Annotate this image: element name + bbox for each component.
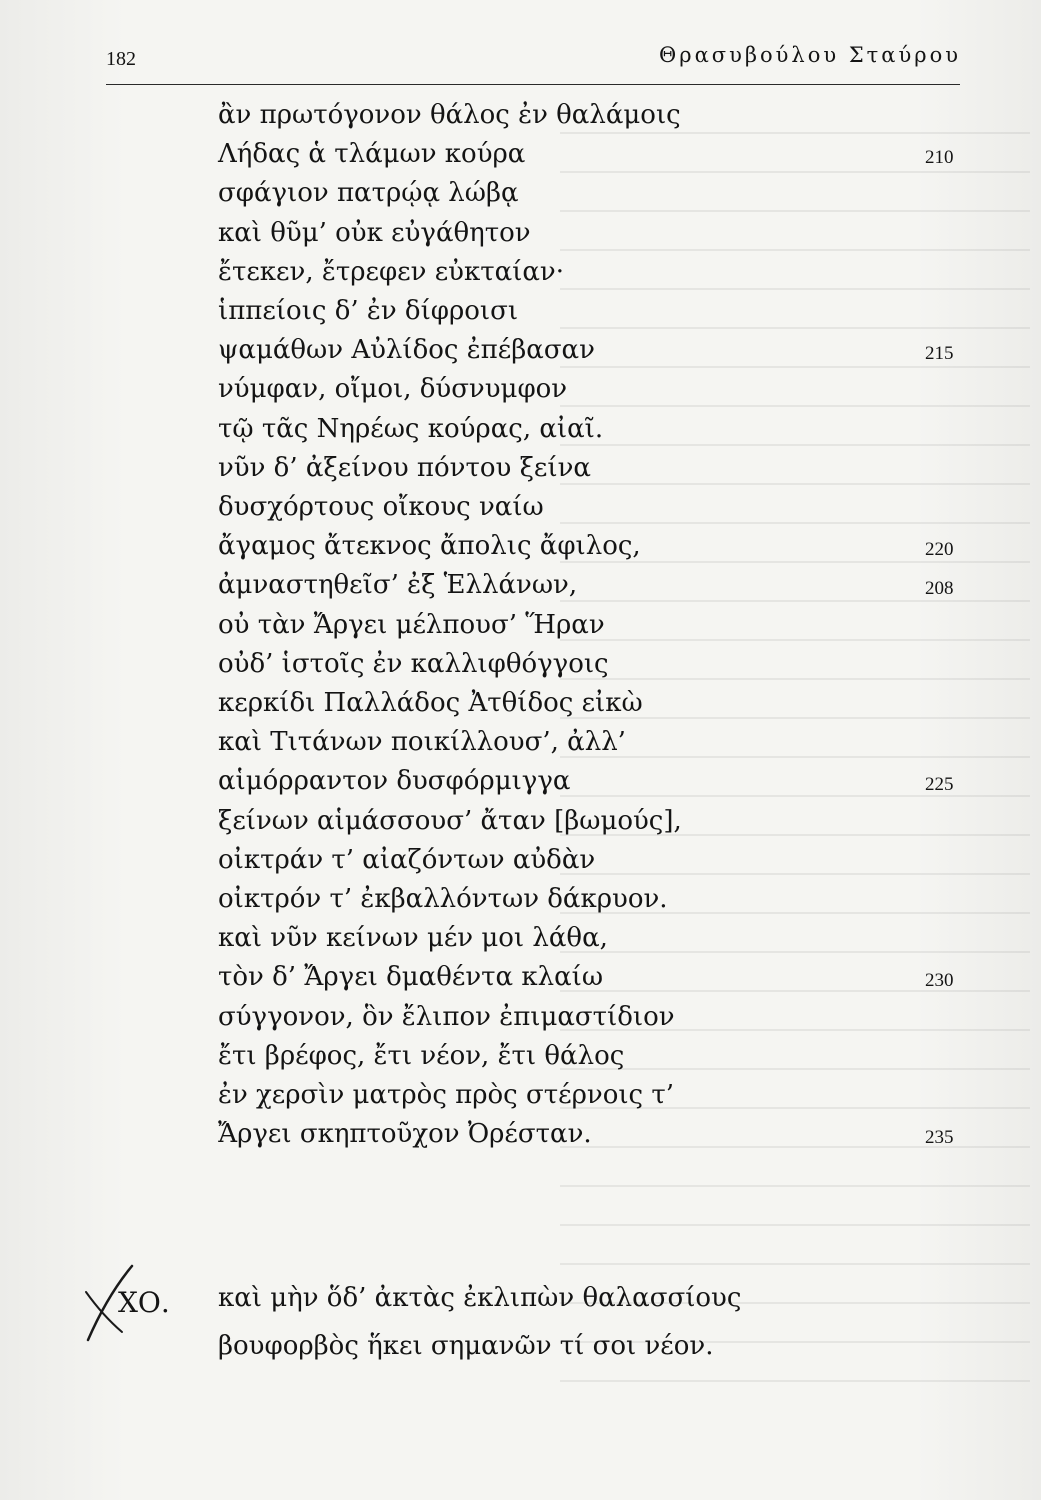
verse-line: σφάγιον πατρῴᾳ λώβᾳ xyxy=(218,178,519,209)
verse-line: νύμφαν, οἴμοι, δύσνυμφον xyxy=(218,374,568,405)
line-number: 210 xyxy=(925,147,954,169)
verse-line: καὶ Τιτάνων ποικίλλουσ’, ἀλλ’ xyxy=(218,727,626,758)
verse-line: τῷ τᾶς Νηρέως κούρας, αἰαῖ. xyxy=(218,413,604,444)
verse-line: οὐδ’ ἱστοῖς ἐν καλλιφθόγγοις xyxy=(218,648,609,679)
verse-line: καὶ νῦν κείνων μέν μοι λάθα, xyxy=(218,923,608,954)
line-number: 220 xyxy=(925,539,954,561)
verse-line: καὶ θῦμ’ οὐκ εὐγάθητον xyxy=(218,217,531,248)
line-number: 235 xyxy=(925,1127,954,1149)
show-through-text xyxy=(560,110,1030,1400)
running-head: Θρασυβούλου Σταύρου xyxy=(659,43,961,67)
verse-line: ἂν πρωτόγονον θάλος ἐν θαλάμοις xyxy=(218,100,681,130)
verse-line: οἰκτρόν τ’ ἐκβαλλόντων δάκρυον. xyxy=(218,884,668,914)
verse-line: σύγγονον, ὃν ἔλιπον ἐπιμαστίδιον xyxy=(218,1001,675,1032)
verse-line: κερκίδι Παλλάδος Ἀτθίδος εἰκὼ xyxy=(218,688,643,718)
verse-line: καὶ μὴν ὅδ’ ἀκτὰς ἐκλιπὼν θαλασσίους xyxy=(218,1283,742,1313)
header-rule xyxy=(106,84,960,85)
verse-line: τὸν δ’ Ἄργει δμαθέντα κλαίω xyxy=(218,962,604,993)
verse-line: ἀμναστηθεῖσ’ ἐξ Ἑλλάνων, xyxy=(218,570,578,601)
verse-line: Λήδας ἁ τλάμων κούρα xyxy=(218,139,526,170)
verse-line: βουφορβὸς ἥκει σημανῶν τί σοι νέον. xyxy=(218,1331,714,1361)
verse-line: ἱππείοις δ’ ἐν δίφροισι xyxy=(218,296,519,326)
line-number: 225 xyxy=(925,774,954,796)
line-number: 215 xyxy=(925,343,954,365)
line-number: 230 xyxy=(925,970,954,992)
verse-line: ἔτεκεν, ἔτρεφεν εὐκταίαν· xyxy=(218,256,564,287)
verse-line: Ἄργει σκηπτοῦχον Ὀρέσταν. xyxy=(218,1119,592,1150)
page-number: 182 xyxy=(106,48,136,70)
speaker-label: ΧΟ. xyxy=(118,1286,170,1319)
verse-line: ἐν χερσὶν ματρὸς πρὸς στέρνοις τ’ xyxy=(218,1080,675,1110)
verse-line: νῦν δ’ ἀξείνου πόντου ξείνα xyxy=(218,452,591,483)
verse-line: οἰκτράν τ’ αἰαζόντων αὐδὰν xyxy=(218,844,596,875)
verse-line: ξείνων αἱμάσσουσ’ ἄταν [βωμούς], xyxy=(218,805,682,836)
verse-line: οὐ τὰν Ἄργει μέλπουσ’ Ἥραν xyxy=(218,609,605,640)
verse-line: ψαμάθων Αὐλίδος ἐπέβασαν xyxy=(218,335,595,366)
verse-line: ἄγαμος ἄτεκνος ἄπολις ἄφιλος, xyxy=(218,531,641,562)
verse-line: ἔτι βρέφος, ἔτι νέον, ἔτι θάλος xyxy=(218,1040,625,1071)
verse-line: αἱμόρραντον δυσφόρμιγγα xyxy=(218,766,571,797)
line-number: 208 xyxy=(925,578,954,600)
verse-line: δυσχόρτους οἴκους ναίω xyxy=(218,492,544,522)
